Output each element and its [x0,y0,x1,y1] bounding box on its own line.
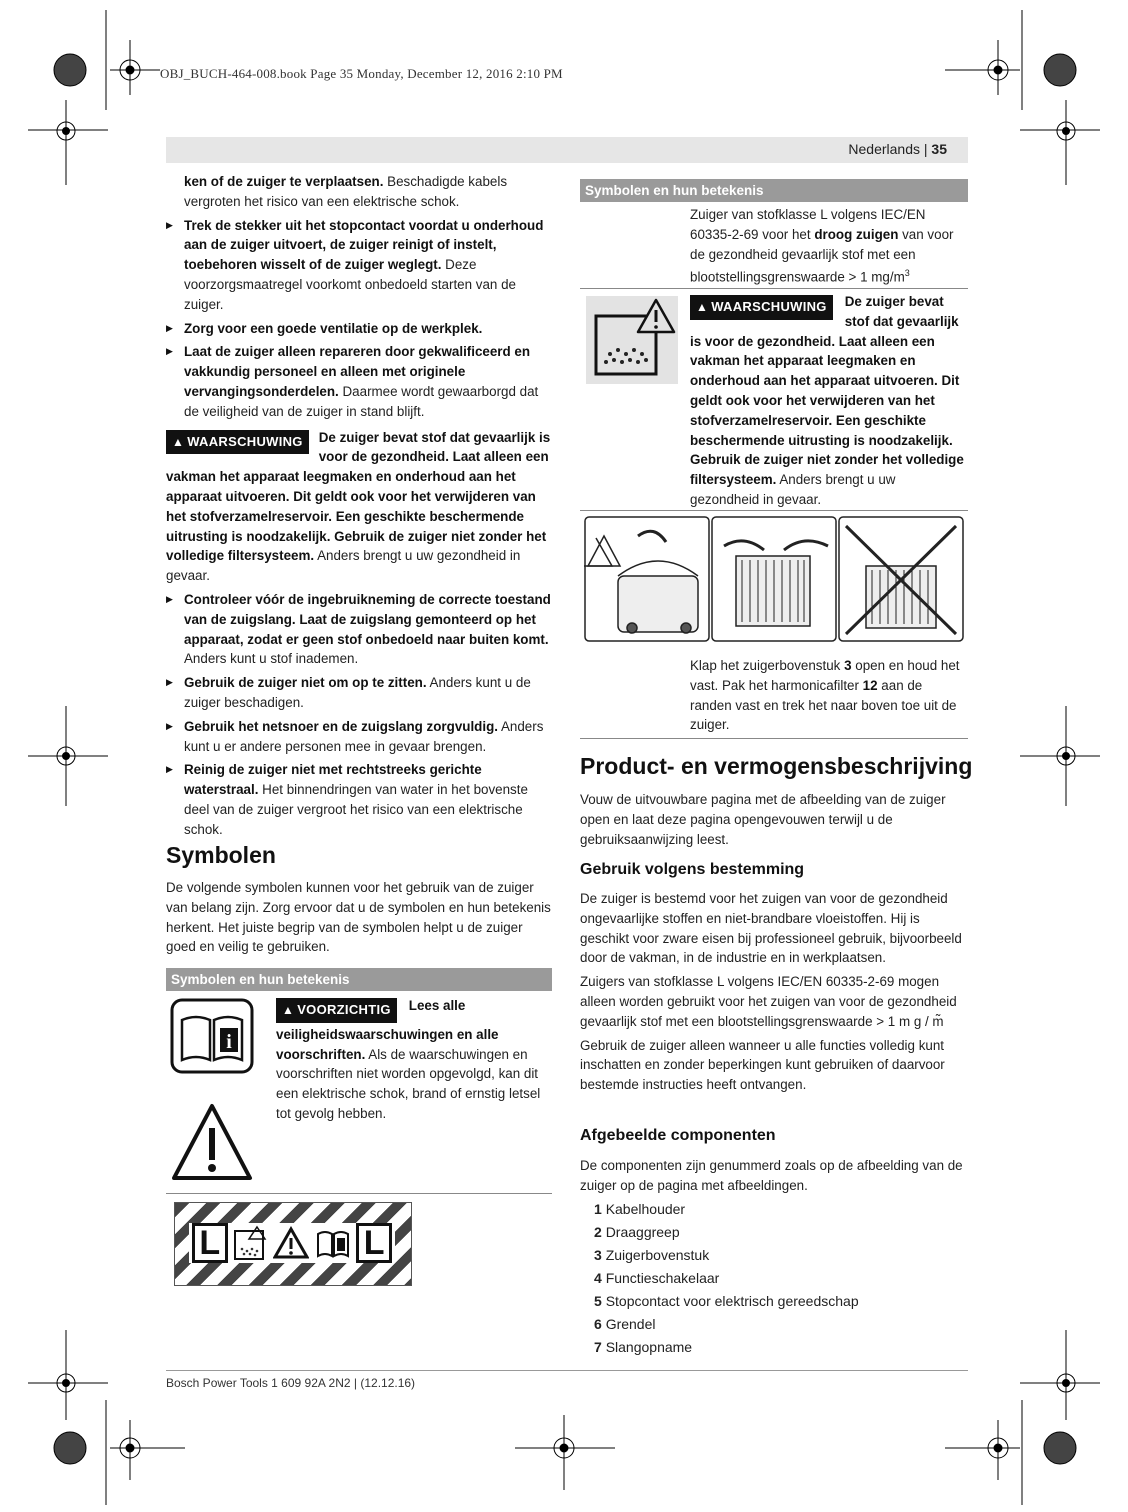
left-column [166,172,554,840]
class-letter-left: L [192,1223,228,1263]
bullet-item: ▶ Zorg voor een goede ventilatie op de werkplek. [166,319,554,339]
list-item: 7 Slangopname [594,1339,693,1355]
bullet-item: ▶ Reinig de zuiger niet met rechtstreeks gerichte waterstraal. Het binnendringen van water in het bovenste deel van de zuiger vergroot het risico van een elektrische schok. [166,760,554,839]
warning-triangle-icon [273,1226,309,1260]
filter-removal-illustrations [584,516,964,644]
paragraph: De zuiger is bestemd voor het zuigen van voor de gezondheid ongevaarlijke stoffen en niet-brandbare vloeistoffen. Hij is geschikt voor zware eisen bij professioneel gebruik, bijvoorbeeld door de vakman, in de industrie en in werkplaatsen. [580,891,962,966]
dust-container-warning-icon [584,294,680,386]
list-item: 3 Zuigerbovenstuk [594,1247,710,1263]
caution-badge: ▲ VOORZICHTIG [276,998,397,1023]
section-title-product: Product- en vermogensbeschrijving [580,753,973,779]
components-intro: De componenten zijn genummerd zoals op de afbeelding van de zuiger op de pagina met afbeeldingen. [580,1158,963,1193]
paragraph: Zuigers van stofklasse L volgens IEC/EN 60335-2-69 mogen alleen worden gebruikt voor het zuigen van voor de gezondheid gevaarlijk stof met een blootstellingsgrenswaarde > 1 m g / m̃ [580,974,957,1029]
warning-block: ▲ WAARSCHUWING De zuiger bevat stof dat gevaarlijk is voor de gezondheid. Laat alleen een vakman het apparaat leegmaken en onderhoud aan het apparaat uitvoeren. Dit geldt ook voor het verwijderen van het stofverzamelreservoir. Een geschikte beschermende uitrusting is noodzakelijk. Gebruik de zuiger niet zonder het volledige filtersysteem. Anders brengt u uw gezondheid in gevaar. [166,429,551,584]
illustration-filter-crossed [839,517,963,641]
print-meta-line: OBJ_BUCH-464-008.book Page 35 Monday, December 12, 2016 2:10 PM [160,66,563,81]
list-item: 5 Stopcontact voor elektrisch gereedschap [594,1293,859,1309]
bullet-item: ▶ Controleer vóór de ingebruikneming de correcte toestand van de zuigslang. Laat de zuigslang gemonteerd op het apparaat, zodat er geen stof onbedoeld naar buiten komt. Anders kunt u stof inademen. [166,590,554,669]
warning-badge: ▲ WAARSCHUWING [166,430,309,455]
footer-rule [166,1370,968,1371]
caution-block: ▲ VOORZICHTIG Lees alle veiligheidswaarschuwingen en alle voorschriften. Als de waarschuwingen en voorschriften niet worden opgevolgd, kan dit een elektrische schok, brand of ernstig letsel tot gevolg hebben. [276,998,541,1121]
table-header-right: Symbolen en hun betekenis [580,179,968,202]
illustration-open-lid [584,517,709,641]
bullet-item: ▶ Trek de stekker uit het stopcontact voordat u onderhoud aan de zuiger uitvoert, de zuiger reinigt of instelt, toebehoren wisselt of de zuiger weglegt. Deze voorzorgsmaatregel voorkomt onbedoeld starten van de zuiger. [166,216,554,315]
read-manual-icon [170,998,254,1074]
warning-block-right: ▲ WAARSCHUWING De zuiger bevat stof dat gevaarlijk is voor de gezondheid. Laat alleen een vakman het apparaat leegmaken en onderhoud aan het apparaat uitvoeren. Dit geldt ook voor het verwijderen van het stofverzamelreservoir. Een geschikte beschermende uitrusting is noodzakelijk. Gebruik de zuiger niet zonder het volledige filtersysteem. Anders brengt u uw gezondheid in gevaar. [690,294,964,507]
bullet-item: ▶ Laat de zuiger alleen repareren door gekwalificeerd en vakkundig personeel en alleen met originele vervangingsonderdelen. Daarmee wordt gewaarborgd dat de veiligheid van de zuiger in stand blijft. [166,342,554,421]
paragraph: ken of de zuiger te verplaatsen. Beschadigde kabels vergroten het risico van een elektrische schok. [184,174,508,209]
list-item: 2 Draaggreep [594,1224,680,1240]
section-title-symbolen: Symbolen [166,842,276,868]
symbolen-intro: De volgende symbolen kunnen voor het gebruik van de zuiger van belang zijn. Zorg ervoor dat u de symbolen en hun betekenis herkent. Het juiste begrip van de symbolen helpt u de zuiger goed en veilig te gebruiken. [166,880,551,955]
table-header-left: Symbolen en hun betekenis [166,968,552,991]
illustration-filter-pull [712,517,836,641]
read-manual-icon [315,1226,351,1260]
label-inner [189,1223,395,1263]
page-number: 35 [931,141,947,157]
table-rule [580,738,968,739]
bullet-item: ▶ Gebruik het netsnoer en de zuigslang zorgvuldig. Anders kunt u er andere personen mee in gevaar brengen. [166,717,554,757]
subsection-use: Gebruik volgens bestemming [580,861,805,878]
list-item: 6 Grendel [594,1316,656,1332]
table-rule [580,288,968,289]
warning-badge: ▲ WAARSCHUWING [690,295,833,320]
subsection-components: Afgebeelde componenten [580,1127,776,1144]
svg-text:i: i [226,1031,232,1053]
list-item: 1 Kabelhouder [594,1201,686,1217]
table-rule [166,1193,552,1194]
product-intro: Vouw de uitvouwbare pagina met de afbeelding van de zuiger open en laat deze pagina opengevouwen terwijl u de gebruiksaanwijzing leest. [580,792,946,847]
component-list [594,1198,964,1359]
table-rule [580,510,968,511]
warning-triangle-icon: ▲ [172,434,185,449]
header-language: Nederlands [848,141,920,157]
filter-instruction: Klap het zuigerbovenstuk 3 open en houd het vast. Pak het harmonicafilter 12 aan de randen vast en trek het naar boven toe uit de zuiger. [690,658,960,733]
warning-triangle-icon: ▲ [696,300,709,314]
dust-container-icon [233,1225,267,1261]
use-paragraphs [580,889,968,1095]
page-footer: Bosch Power Tools 1 609 92A 2N2 | (12.12.16) [166,1376,416,1390]
bullet-item: ▶ Gebruik de zuiger niet om op te zitten. Anders kunt u de zuiger beschadigen. [166,673,554,713]
warning-triangle-icon [170,1102,254,1182]
dust-class-text: Zuiger van stofklasse L volgens IEC/EN 60335-2-69 voor het droog zuigen van voor de gezondheid gevaarlijk stof met een blootstellingsgrenswaarde > 1 $mg/m^3$ [690,207,954,285]
paragraph: Gebruik de zuiger alleen wanneer u alle functies volledig kunt inschatten en zonder beperkingen kunt gebruiken of daarvoor bestemde instructies heeft ontvangen. [580,1037,945,1093]
warning-triangle-icon: ▲ [282,1003,295,1017]
class-letter-right: L [356,1223,392,1263]
dust-class-label [174,1202,412,1286]
running-header: Nederlands | 35 [848,141,947,157]
list-item: 4 Functieschakelaar [594,1270,720,1286]
